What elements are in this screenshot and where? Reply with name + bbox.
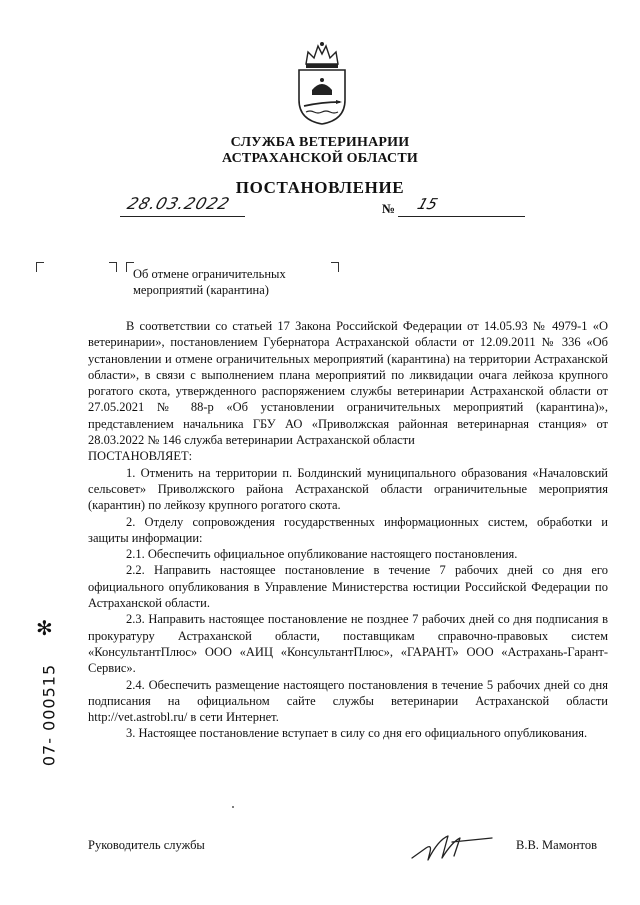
signatory-name: В.В. Мамонтов: [516, 838, 598, 852]
body-item-2: 2. Отделу сопровождения государственных информационных систем, обработки и защиты информации:: [88, 514, 608, 545]
stray-dot: [232, 806, 234, 808]
handwritten-signature: [408, 828, 494, 864]
body-resolves: ПОСТАНОВЛЯЕТ:: [88, 449, 193, 464]
side-serial-code-text: 07- 000515: [39, 663, 59, 767]
document-type-title: ПОСТАНОВЛЕНИЕ: [235, 178, 405, 197]
org-name-line-2: АСТРАХАНСКОЙ ОБЛАСТИ: [221, 151, 418, 166]
body-item-2-4: 2.4. Обеспечить размещение настоящего постановления в течение 5 рабочих дней со дня подписания на официальном сайте службы ветеринарии Астраханской области http://vet.astrobl.ru/ в сети Интернет.: [88, 677, 608, 725]
coat-of-arms-emblem: [296, 40, 348, 126]
body-item-2-1: 2.1. Обеспечить официальное опубликование настоящего постановления.: [126, 547, 518, 562]
body-item-3: 3. Настоящее постановление вступает в силу со дня его официального опубликования.: [126, 726, 588, 741]
corner-bracket-left-close: [109, 262, 117, 272]
body-preamble: В соответствии со статьей 17 Закона Российской Федерации от 14.05.93 № 4979-1 «О ветеринарии», постановлением Губернатора Астраханской области от 12.09.2011 № 336 «Об установлении и отмене ограничительных мероприятий (карантина) на территории Астраханской области», в связи с выполнением плана мероприятий по ликвидации очага лейкоза крупного рогатого скота, утвержденного распоряжением службы ветеринарии Астраханской области от 27.05.2021 № 88-р «Об установлении ограничительных мероприятий (карантина)», представлением начальника ГБУ АО «Приволжская районная ветеринарная станция» от 28.03.2022 № 146 служба ветеринарии Астраханской области: [88, 319, 608, 448]
handwritten-number: 15: [415, 195, 441, 213]
side-star-mark: ✻: [36, 616, 53, 640]
document-subject: [133, 266, 333, 298]
subject-line-1: Об отмене ограничительных: [133, 267, 286, 281]
side-serial-code: [38, 660, 60, 770]
body-item-2-3: 2.3. Направить настоящее постановление не позднее 7 рабочих дней со дня подписания в прокуратуру Астраханской области, поставщикам справочно-правовых систем «КонсультантПлюс» ООО «АИЦ «КонсультантПлюс», «ГАРАНТ» ООО «Астрахань-Гарант-Сервис».: [88, 612, 608, 676]
corner-bracket-left-open: [36, 262, 44, 272]
body-item-2-2: 2.2. Направить настоящее постановление в течение 7 рабочих дней со дня его официального опубликования в Управление Министерства юстиции Российской Федерации по Астраханской области.: [88, 563, 608, 611]
date-field: [120, 196, 245, 217]
number-field: [398, 196, 525, 217]
handwritten-date: 28.03.2022: [124, 194, 233, 213]
document-body: [88, 318, 608, 742]
org-name-line-1: СЛУЖБА ВЕТЕРИНАРИИ: [230, 135, 410, 150]
number-label: №: [382, 201, 396, 216]
body-item-1: 1. Отменить на территории п. Болдинский муниципального образования «Началовский сельсовет» Приволжского района Астраханской области ограничительные мероприятия (карантин) по лейкозу крупного рогатого скота.: [88, 465, 608, 513]
subject-line-2: мероприятий (карантина): [133, 283, 269, 297]
signatory-position: Руководитель службы: [88, 838, 205, 852]
